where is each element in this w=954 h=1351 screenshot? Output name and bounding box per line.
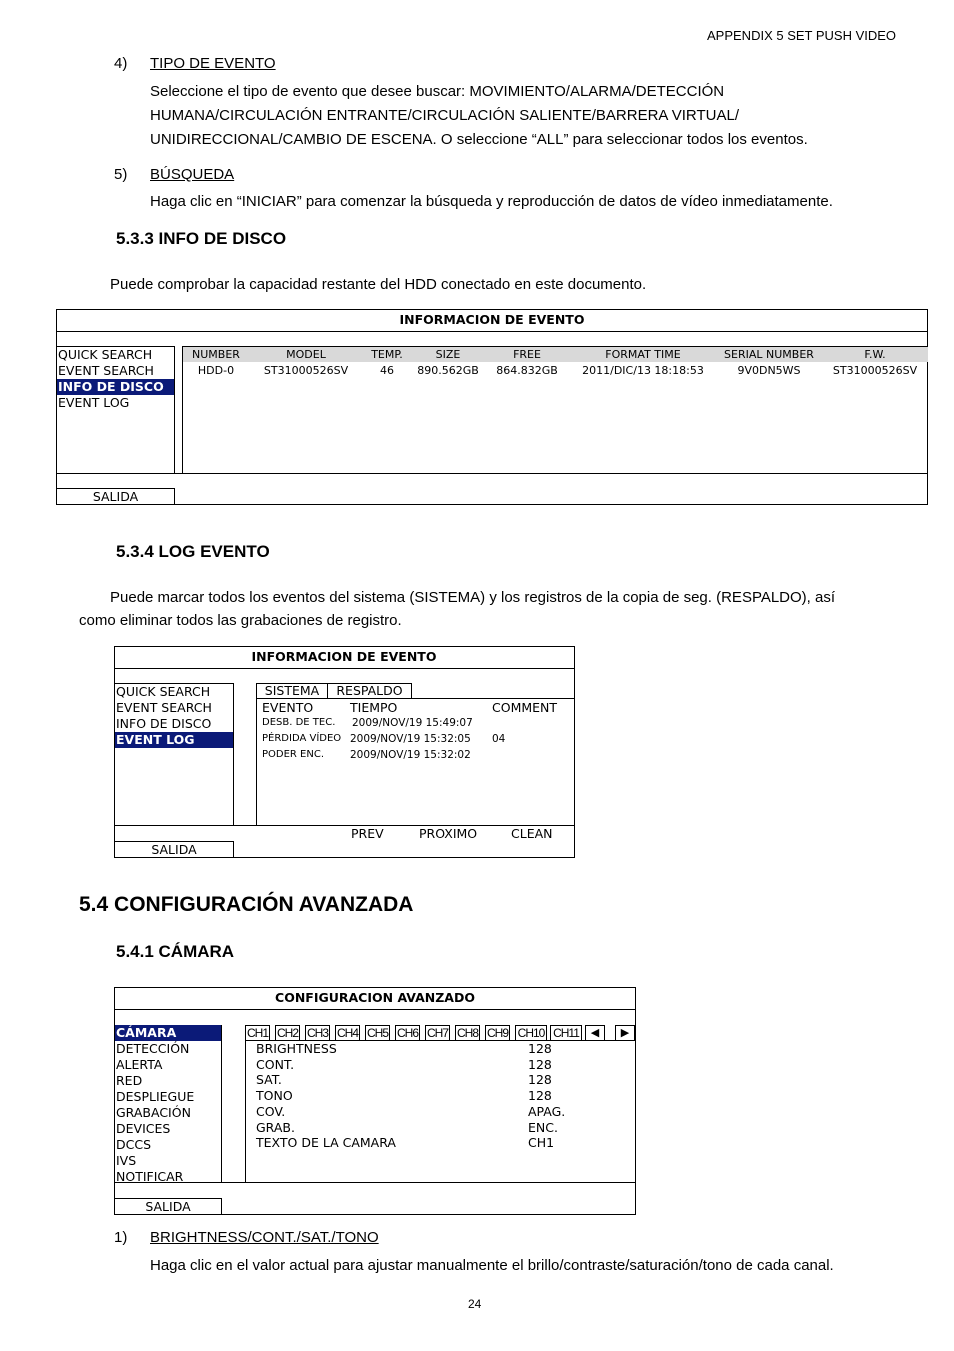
side-menu (115, 1025, 222, 1183)
setting-label: CONT. (256, 1057, 295, 1072)
column-header: F.W. (864, 348, 886, 361)
item-description (150, 80, 808, 152)
log-time: 2009/NOV/19 15:32:02 (350, 749, 471, 761)
tab-ch10[interactable]: CH10 (515, 1025, 547, 1041)
tab-ch7[interactable]: CH7 (426, 1026, 448, 1040)
menu-item-despliegue[interactable]: DESPLIEGUE (116, 1089, 195, 1104)
column-header: FORMAT TIME (605, 348, 681, 361)
page-header: APPENDIX 5 SET PUSH VIDEO (707, 28, 897, 43)
menu-item-quick-search[interactable]: QUICK SEARCH (116, 684, 211, 699)
item-title: TIPO DE EVENTO (150, 55, 276, 72)
section-heading: 5.3.4 LOG EVENTO (116, 542, 270, 561)
item-description: Haga clic en el valor actual para ajustar manualmente el brillo/contraste/saturación/tono de cada canal. (150, 1257, 834, 1274)
menu-item-notificar[interactable]: NOTIFICAR (116, 1169, 184, 1184)
tab-respaldo[interactable]: RESPALDO (327, 683, 412, 699)
side-menu (57, 346, 175, 474)
menu-item-grabacion[interactable]: GRABACIÓN (116, 1105, 191, 1120)
item-number: 1) (114, 1229, 128, 1246)
menu-item-devices[interactable]: DEVICES (116, 1121, 171, 1136)
disk-info-window (56, 309, 928, 505)
chapter-heading: 5.4 CONFIGURACIÓN AVANZADA (79, 893, 414, 916)
table-cell: 2011/DIC/13 18:18:53 (582, 364, 704, 377)
log-time: 2009/NOV/19 15:49:07 (352, 717, 473, 729)
tab-ch3[interactable]: CH3 (306, 1026, 328, 1040)
setting-value[interactable]: 128 (528, 1057, 552, 1072)
scroll-right-icon[interactable]: ▶ (615, 1025, 635, 1041)
divider (115, 1182, 635, 1183)
settings-panel (245, 1040, 636, 1183)
setting-label: GRAB. (256, 1120, 295, 1135)
divider (115, 1009, 635, 1010)
tab-ch8[interactable]: CH8 (456, 1026, 478, 1040)
exit-button[interactable]: SALIDA (115, 841, 234, 858)
table-cell: HDD-0 (197, 364, 235, 377)
tab-ch11[interactable]: CH11 (550, 1025, 582, 1041)
setting-value[interactable]: ENC. (528, 1120, 558, 1135)
column-header: NUMBER (192, 348, 240, 361)
column-header: FREE (513, 348, 541, 361)
tab-ch9[interactable]: CH9 (486, 1026, 508, 1040)
section-text: como eliminar todos las grabaciones de registro. (79, 612, 402, 629)
divider (115, 825, 574, 826)
text-line: UNIDIRECCIONAL/CAMBIO DE ESCENA. O seleccione “ALL” para seleccionar todos los eventos. (150, 131, 808, 148)
item-number: 4) (114, 55, 128, 72)
table-cell: 9V0DN5WS (737, 364, 801, 377)
menu-item-event-log[interactable]: EVENT LOG (115, 732, 233, 748)
table-cell: ST31000526SV (263, 364, 349, 377)
column-header: SIZE (435, 348, 461, 361)
side-menu (115, 683, 234, 826)
menu-item-event-log[interactable]: EVENT LOG (58, 395, 130, 410)
menu-item-event-search[interactable]: EVENT SEARCH (58, 363, 154, 378)
section-text: Puede comprobar la capacidad restante del HDD conectado en este documento. (110, 276, 647, 293)
item-description: Haga clic en “INICIAR” para comenzar la búsqueda y reproducción de datos de vídeo inmediatamente. (150, 193, 833, 210)
item-number: 5) (114, 166, 128, 183)
menu-item-quick-search[interactable]: QUICK SEARCH (58, 347, 153, 362)
disk-table (182, 346, 928, 474)
log-comment: 04 (492, 733, 506, 745)
tab-ch4[interactable]: CH4 (336, 1026, 358, 1040)
scroll-left-icon[interactable]: ◀ (585, 1025, 605, 1041)
setting-value[interactable]: 128 (528, 1041, 552, 1056)
section-text: Puede marcar todos los eventos del sistema (SISTEMA) y los registros de la copia de seg. (RESPALDO), así (110, 589, 836, 606)
log-event: PODER ENC. (262, 749, 325, 760)
window-title: INFORMACION DE EVENTO (251, 649, 437, 664)
column-header: MODEL (286, 348, 326, 361)
menu-item-alerta[interactable]: ALERTA (116, 1057, 163, 1072)
setting-label: TEXTO DE LA CAMARA (256, 1135, 396, 1150)
item-title: BRIGHTNESS/CONT./SAT./TONO (150, 1229, 379, 1246)
column-header: COMMENT (492, 700, 558, 715)
log-time: 2009/NOV/19 15:32:05 (350, 733, 471, 745)
event-log-window (114, 646, 575, 858)
divider (115, 668, 574, 669)
camera-config-window (114, 987, 636, 1215)
setting-value[interactable]: CH1 (528, 1135, 555, 1150)
tab-ch2[interactable]: CH2 (276, 1026, 298, 1040)
exit-button[interactable]: SALIDA (115, 1198, 222, 1215)
next-button[interactable]: PROXIMO (419, 826, 478, 841)
exit-button[interactable]: SALIDA (57, 488, 175, 505)
tab-ch6[interactable]: CH6 (396, 1026, 418, 1040)
log-event: DESB. DE TEC. (262, 717, 336, 728)
divider (57, 331, 927, 332)
text-line: Seleccione el tipo de evento que desee buscar: MOVIMIENTO/ALARMA/DETECCIÓN (150, 83, 725, 100)
section-heading: 5.3.3 INFO DE DISCO (116, 229, 287, 248)
menu-item-event-search[interactable]: EVENT SEARCH (116, 700, 212, 715)
menu-item-camara[interactable]: CÁMARA (115, 1025, 221, 1041)
column-header: TIEMPO (350, 700, 398, 715)
clean-button[interactable]: CLEAN (511, 826, 553, 841)
tab-ch1[interactable]: CH1 (246, 1026, 268, 1040)
menu-item-red[interactable]: RED (116, 1073, 143, 1088)
prev-button[interactable]: PREV (351, 826, 384, 841)
log-list (256, 698, 575, 826)
setting-value[interactable]: 128 (528, 1072, 552, 1087)
window-title: INFORMACION DE EVENTO (399, 312, 585, 327)
page-number: 24 (468, 1297, 482, 1311)
column-header: EVENTO (262, 700, 314, 715)
table-cell: ST31000526SV (832, 364, 918, 377)
setting-value[interactable]: APAG. (528, 1104, 566, 1119)
item-title: BÚSQUEDA (150, 166, 235, 183)
section-heading: 5.4.1 CÁMARA (116, 942, 235, 961)
log-event: PÉRDIDA VÍDEO (262, 733, 342, 744)
menu-item-dccs[interactable]: DCCS (116, 1137, 152, 1152)
setting-label: SAT. (256, 1072, 282, 1087)
setting-label: TONO (256, 1088, 293, 1103)
window-title: CONFIGURACION AVANZADO (275, 990, 475, 1005)
menu-item-ivs[interactable]: IVS (116, 1153, 137, 1168)
menu-item-info-de-disco[interactable]: INFO DE DISCO (116, 716, 212, 731)
menu-item-deteccion[interactable]: DETECCIÓN (116, 1041, 190, 1056)
setting-value[interactable]: 128 (528, 1088, 552, 1103)
column-header: TEMP. (371, 348, 403, 361)
table-cell: 890.562GB (417, 364, 479, 377)
table-cell: 864.832GB (496, 364, 558, 377)
divider (57, 473, 927, 474)
tab-sistema[interactable]: SISTEMA (256, 683, 328, 699)
column-header: SERIAL NUMBER (724, 348, 814, 361)
setting-label: COV. (256, 1104, 286, 1119)
menu-item-info-de-disco[interactable]: INFO DE DISCO (57, 379, 174, 395)
tab-ch5[interactable]: CH5 (366, 1026, 388, 1040)
table-cell: 46 (380, 364, 394, 377)
text-line: HUMANA/CIRCULACIÓN ENTRANTE/CIRCULACIÓN SALIENTE/BARRERA VIRTUAL/ (150, 107, 739, 124)
setting-label: BRIGHTNESS (256, 1041, 337, 1056)
